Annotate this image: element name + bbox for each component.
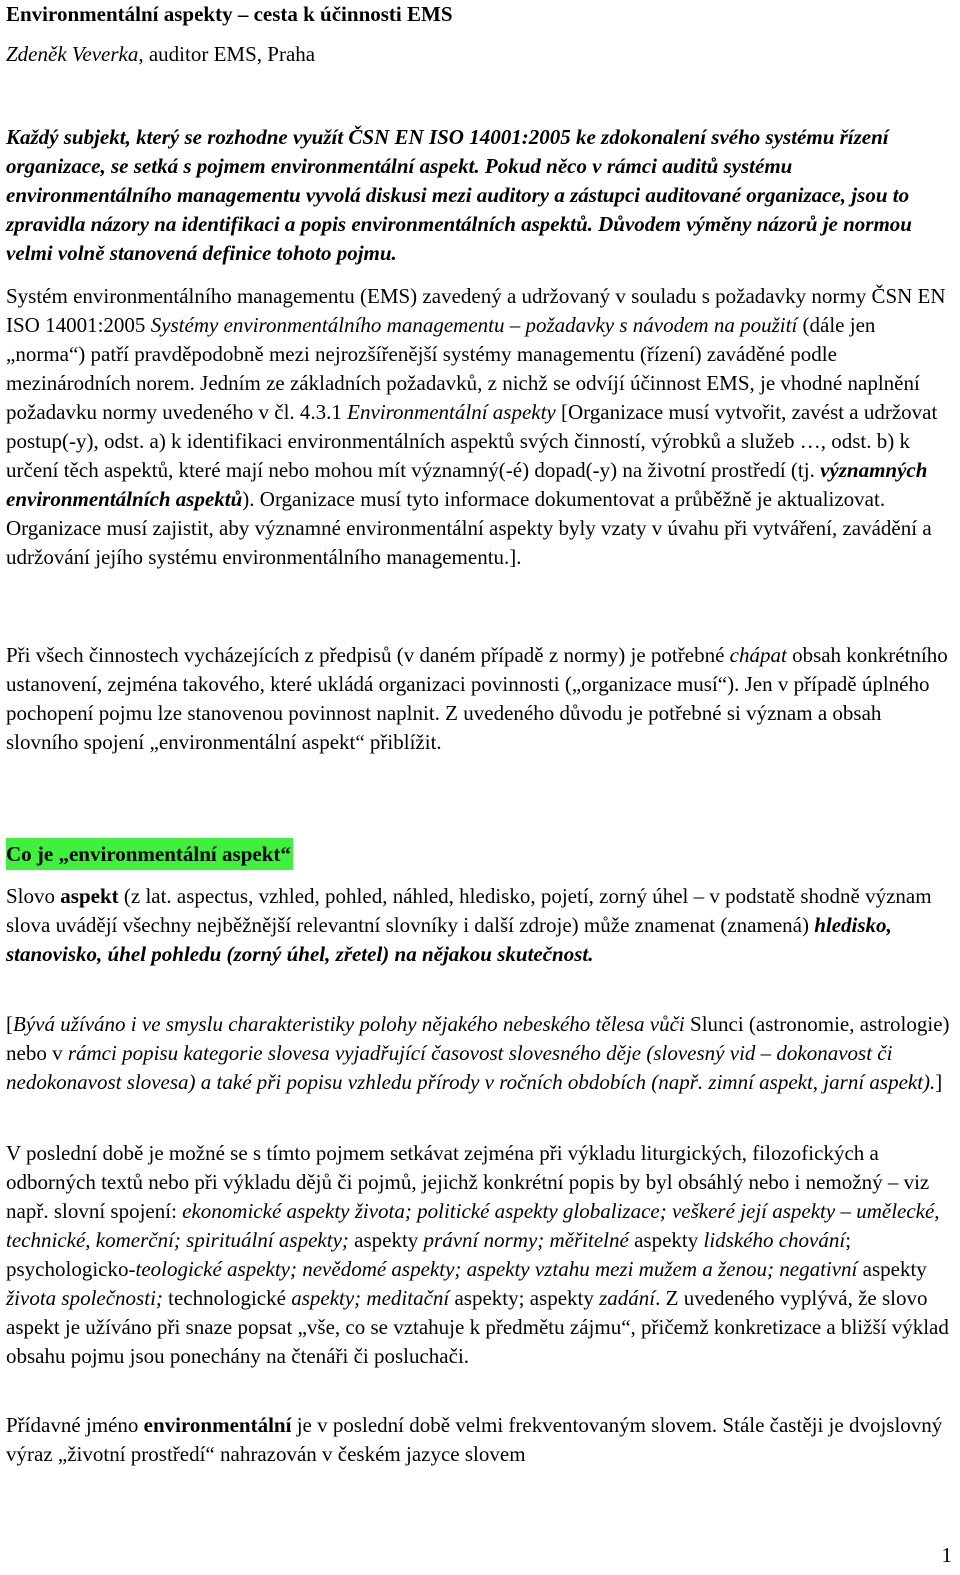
text-run: technologické [162,1286,292,1310]
clause-title: Environmentální aspekty [347,400,556,424]
paragraph-ems-intro [6,282,954,572]
text-run: aspekty [628,1228,704,1252]
italic-run: zadání [599,1286,656,1310]
text-run: aspekty; aspekty [449,1286,600,1310]
text-run: Slovo [6,884,61,908]
italic-run: právní normy; měřitelné [423,1228,629,1252]
term-environmentalni: environmentální [143,1413,292,1437]
text-run: (dále jen „norma“) patří pravděpodobně mezi nejrozšířenější systémy managementu (řízení) zaváděné podle mezinárodních norem. Jedním ze základních požadavků, z nichž se odvíjí účinnost EMS, je vhodné naplnění požadavku normy uvedeného v čl. 4.3.1 [6,313,920,424]
document-title: Environmentální aspekty – cesta k účinnosti EMS [6,2,453,26]
author-name: Zdeněk Veverka [6,42,139,66]
paragraph-other-meanings [6,1010,954,1097]
paragraph-understanding [6,641,954,757]
italic-run: rámci popisu kategorie slovesa vyjadřující časovost slovesného děje (slovesný vid – dokonavost či nedokonavost slovesa) a také při popisu vzhledu přírody v ročních obdobích (např. zimní aspekt, jarní aspekt). [6,1041,936,1094]
section-heading: Co je „environmentální aspekt“ [6,838,293,870]
paragraph-aspect-definition [6,882,954,969]
text-run: (z lat. aspectus, vzhled, pohled, náhled, hledisko, pojetí, zorný úhel – v podstatě shodně význam slova uvádějí všechny nejběžnější relevantní slovníky i další zdroje) může znamenat (znamená) [6,884,932,937]
definition-emphasis: hledisko, stanovisko, úhel pohledu (zorný úhel, zřetel) na nějakou skutečnost. [6,913,892,966]
text-run: . Z uvedeného vyplývá, že slovo aspekt je užíváno při snaze popsat „vše, co se vztahuje k předmětu zájmu“, přičemž konkretizace a bližší výklad obsahu pojmu jsou ponechány na čtenáři či posluchači. [6,1286,949,1368]
paragraph-adjective [6,1411,954,1469]
author-affiliation: , auditor EMS, Praha [138,42,316,66]
italic-run: Bývá užíváno i ve smyslu charakteristiky polohy nějakého nebeského tělesa vůči [13,1012,685,1036]
italic-run: aspekty; meditační [291,1286,450,1310]
text-run: ] [935,1070,943,1094]
italic-run: ekonomické aspekty života; politické aspekty globalizace; veškeré její aspekty – umělecké, technické, komerční; spirituální aspekty; [6,1199,940,1252]
emphasis-term: významných environmentálních aspektů [6,458,928,511]
text-run: V poslední době je možné se s tímto pojmem setkávat zejména při výkladu liturgických, filozofických a odborných textů nebo při výkladu dějů či pojmů, jejichž konkrétní popis by byl obsáhlý nebo i nemožný – viz např. slovní spojení: [6,1141,930,1223]
italic-run: života společnosti; [6,1286,163,1310]
text-run: ; psychologicko- [6,1228,852,1281]
page-number: 1 [941,1543,952,1567]
text-run: ). Organizace musí tyto informace dokumentovat a průběžně je aktualizovat. Organizace musí zajistit, aby významné environmentální aspekty byly vzaty v úvahu při vytváření, zavádění a udržování jejího systému environmentálního managementu.]. [6,487,932,569]
text-run: [ [6,1012,13,1036]
emphasis-word: chápat [729,643,787,667]
paragraph-usage-examples [6,1139,954,1371]
author-line [6,42,315,66]
text-run: obsah konkrétního ustanovení, zejména takového, které ukládá organizaci povinnosti („organizace musí“). Jen v případě úplného pochopení pojmu lze stanovenou povinnost naplnit. Z uvedeného důvodu je potřebné si význam a obsah slovního spojení „environmentální aspekt“ přiblížit. [6,643,948,754]
norm-title: Systémy environmentálního managementu – požadavky s návodem na použití [150,313,798,337]
text-run: [Organizace musí vytvořit, zavést a udržovat postup(-y), odst. a) k identifikaci environmentálních aspektů svých činností, výrobků a služeb …, odst. b) k určení těch aspektů, které mají nebo mohou mít významný(-é) dopad(-y) na životní prostředí (tj. [6,400,938,482]
italic-run: teologické aspekty; nevědomé aspekty; aspekty vztahu mezi mužem a ženou; negativní [135,1257,858,1281]
text-run: je v poslední době velmi frekventovaným slovem. Stále častěji je dvojslovný výraz „životní prostředí“ nahrazován v českém jazyce slovem [6,1413,943,1466]
text-run: Systém environmentálního managementu (EMS) zavedený a udržovaný v souladu s požadavky normy ČSN EN ISO 14001:2005 [6,284,946,337]
italic-run: lidského chování [703,1228,846,1252]
lead-paragraph: Každý subjekt, který se rozhodne využít ČSN EN ISO 14001:2005 ke zdokonalení svého systému řízení organizace, se setká s pojmem environmentální aspekt. Pokud něco v rámci auditů systému environmentálního managementu vyvolá diskusi mezi auditory a zástupci auditované organizace, jsou to zpravidla názory na identifikaci a popis environmentálních aspektů. Důvodem výměny názorů je normou velmi volně stanovená definice tohoto pojmu. [6,125,912,265]
text-run: aspekty [348,1228,424,1252]
text-run: Při všech činnostech vycházejících z předpisů (v daném případě z normy) je potřebné [6,643,730,667]
text-run: aspekty [857,1257,927,1281]
text-run: Slunci (astronomie, astrologie) nebo v [6,1012,950,1065]
text-run: Přídavné jméno [6,1413,144,1437]
term-aspekt: aspekt [60,884,119,908]
